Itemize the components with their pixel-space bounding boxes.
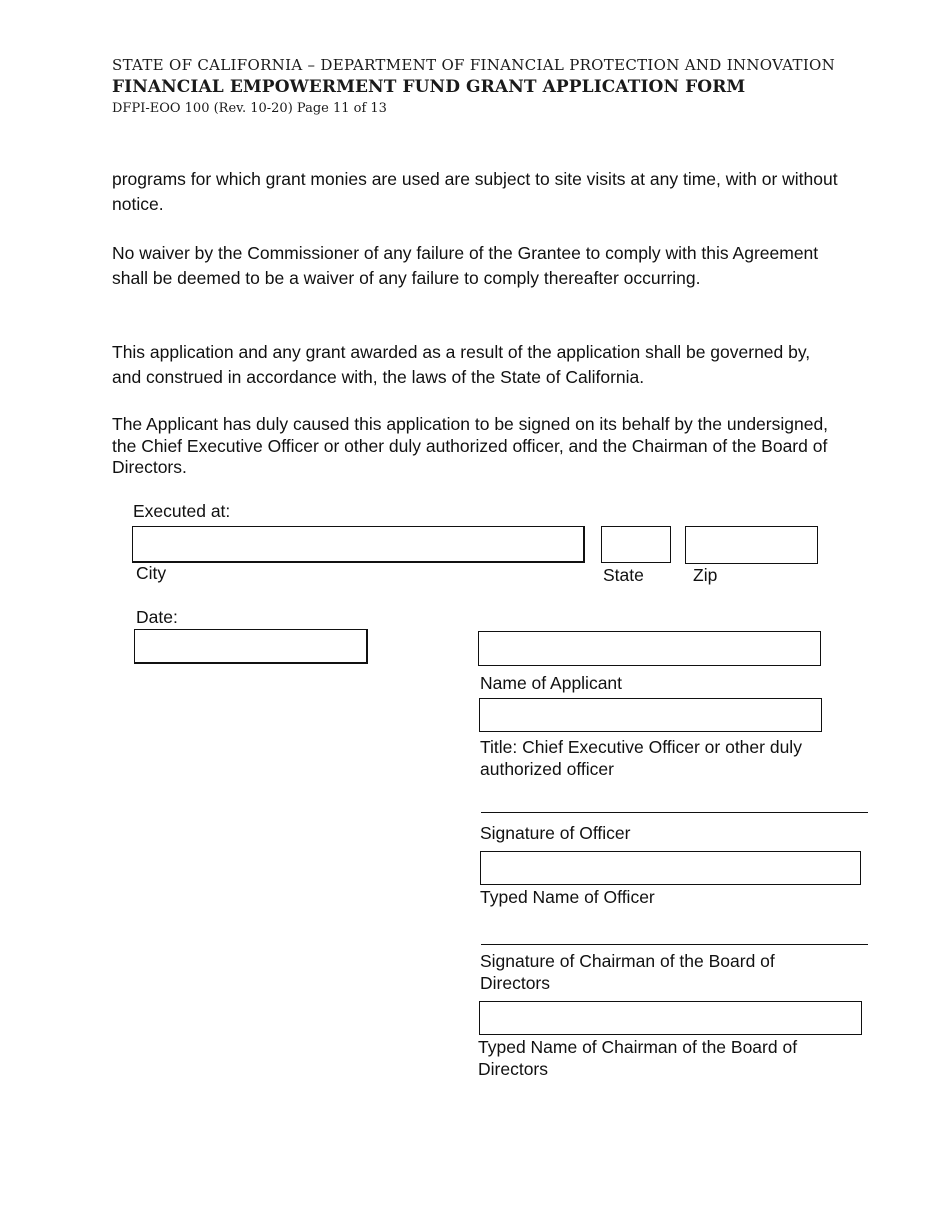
agency-header: STATE OF CALIFORNIA – DEPARTMENT OF FINANCIAL PROTECTION AND INNOVATION <box>112 56 836 74</box>
paragraph-signature-statement: The Applicant has duly caused this application to be signed on its behalf by the undersigned, the Chief Executive Officer or other duly authorized officer, and the Chairman of the Board of Directors. <box>112 414 829 477</box>
city-input[interactable] <box>132 526 585 563</box>
typed-name-officer-label: Typed Name of Officer <box>480 887 655 907</box>
zip-label: Zip <box>693 565 718 585</box>
signature-officer-line[interactable] <box>481 812 868 813</box>
date-label: Date: <box>136 607 178 627</box>
form-title: FINANCIAL EMPOWERMENT FUND GRANT APPLICATION FORM <box>112 77 746 97</box>
date-input[interactable] <box>134 629 368 664</box>
paragraph-no-waiver: No waiver by the Commissioner of any failure of the Grantee to comply with this Agreement shall be deemed to be a waiver of any failure to comply thereafter occurring. <box>112 243 819 288</box>
executed-at-label: Executed at: <box>133 501 231 521</box>
paragraph-site-visits: programs for which grant monies are used are subject to site visits at any time, with or without notice. <box>112 169 838 214</box>
paragraph-governing-law: This application and any grant awarded as a result of the application shall be governed by, and construed in accordance with, the laws of the State of California. <box>112 342 811 387</box>
signature-chairman-line[interactable] <box>481 944 868 945</box>
title-label: Title: Chief Executive Officer or other duly authorized officer <box>480 737 802 779</box>
zip-input[interactable] <box>685 526 818 564</box>
typed-name-officer-input[interactable] <box>480 851 861 885</box>
form-id: DFPI-EOO 100 (Rev. 10-20) Page 11 of 13 <box>112 101 387 116</box>
name-of-applicant-label: Name of Applicant <box>480 673 623 693</box>
typed-name-chairman-input[interactable] <box>479 1001 862 1035</box>
signature-officer-label: Signature of Officer <box>480 823 631 843</box>
state-input[interactable] <box>601 526 671 563</box>
title-input[interactable] <box>479 698 822 732</box>
state-label: State <box>603 565 644 585</box>
city-label: City <box>136 563 167 583</box>
signature-chairman-label: Signature of Chairman of the Board of Directors <box>480 951 775 993</box>
typed-name-chairman-label: Typed Name of Chairman of the Board of Directors <box>478 1037 798 1079</box>
name-of-applicant-input[interactable] <box>478 631 821 666</box>
